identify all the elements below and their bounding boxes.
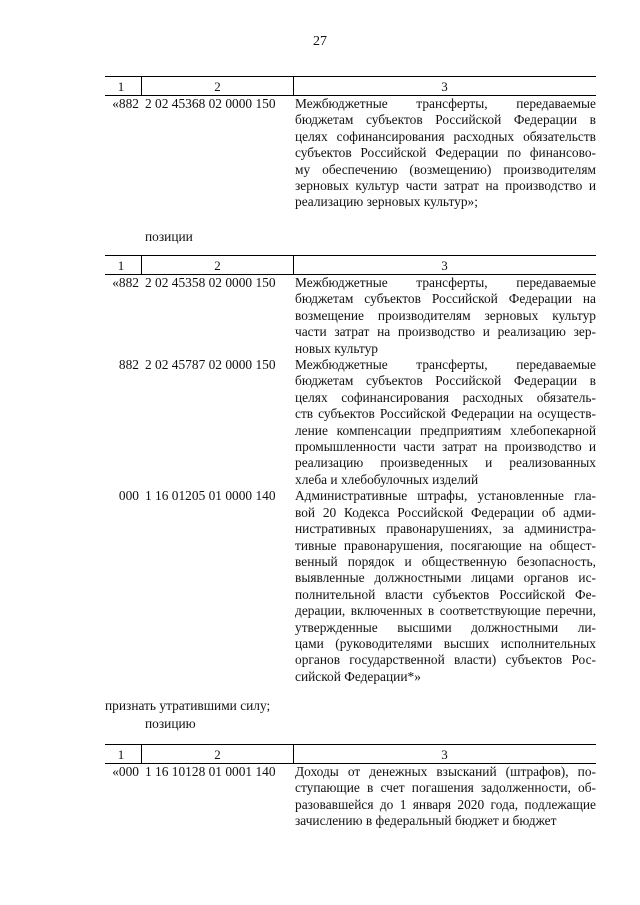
- description-line: Доходы от денежных взысканий (штрафов), по-: [295, 764, 596, 779]
- revenue-code: 2 02 45358 02 0000 150: [145, 275, 276, 290]
- table-row: [105, 96, 596, 211]
- table-3: [105, 744, 596, 830]
- description-line: Административные штрафы, установленные гла-: [295, 488, 596, 504]
- revenue-code: 2 02 45787 02 0000 150: [145, 357, 276, 373]
- table-row: [105, 275, 596, 357]
- description-line: органов государственной власти) субъектов Рос-: [295, 652, 596, 668]
- description-line: выявленные должностными лицами органов ис-: [295, 570, 596, 586]
- description-line: реализацию произведенных и реализованных: [295, 455, 596, 471]
- admin-code: «000: [112, 764, 139, 779]
- description-line: целях софинансирования расходных обязательств: [295, 128, 596, 144]
- description-line: возмещение производителям зерновых культур: [295, 307, 596, 323]
- admin-code: 000: [118, 488, 139, 504]
- header-col-3: 3: [441, 79, 448, 94]
- header-col-2: 2: [214, 747, 221, 762]
- label-position: позицию: [145, 716, 196, 731]
- description: [295, 764, 596, 830]
- description-line: промышленности части затрат на производство и: [295, 439, 596, 455]
- header-col-1: 1: [117, 258, 125, 273]
- header-col-2: 2: [214, 258, 221, 273]
- description-line: бюджетам субъектов Российской Федерации на: [295, 291, 596, 307]
- description-line: му обеспечению (возмещению) производителям: [295, 161, 596, 177]
- description: [295, 275, 596, 357]
- description: [295, 96, 596, 211]
- admin-code: «882: [112, 96, 139, 111]
- description-line: нистративных правонарушениях, за администра-: [295, 521, 596, 537]
- table-row: [105, 488, 596, 685]
- description-line: цами (руководителями высших исполнительных: [295, 635, 596, 651]
- table-row: [105, 357, 596, 488]
- revenue-code: 1 16 01205 01 0000 140: [145, 488, 276, 504]
- table-header: [105, 76, 596, 96]
- label-invalid: признать утратившими силу;: [105, 698, 271, 713]
- header-col-3: 3: [441, 747, 448, 762]
- header-col-1: 1: [117, 747, 125, 762]
- revenue-code: 1 16 10128 01 0001 140: [145, 764, 276, 779]
- description: [295, 488, 596, 685]
- description-line: новых культур: [295, 340, 378, 356]
- description-line: хлеба и хлебобулочных изделий: [295, 471, 479, 487]
- table-2: [105, 255, 596, 685]
- admin-code: 882: [118, 357, 139, 373]
- header-col-3: 3: [441, 258, 448, 273]
- label-positions: позиции: [145, 229, 193, 244]
- description-line: целях софинансирования расходных обязатель-: [295, 389, 596, 405]
- description-line: бюджетам субъектов Российской Федерации в: [295, 112, 596, 128]
- description-line: разовавшейся до 1 января 2020 года, подлежащие: [295, 796, 596, 812]
- description-line: части затрат на производство и реализацию зер-: [295, 324, 596, 340]
- description-line: Межбюджетные трансферты, передаваемые: [295, 275, 596, 290]
- description-line: утвержденные высшими должностными ли-: [295, 619, 596, 635]
- table-1: [105, 76, 596, 211]
- description-line: тивные правонарушения, посягающие на общест-: [295, 537, 596, 553]
- description-line: ств субъектов Российской Федерации на осуществ-: [295, 406, 596, 422]
- description-line: венный порядок и общественную безопасность,: [295, 553, 596, 569]
- description-line: полнительной власти субъектов Российской Фе-: [295, 586, 596, 602]
- description-line: бюджетам субъектов Российской Федерации в: [295, 373, 596, 389]
- description-line: субъектов Российской Федерации по финансово-: [295, 145, 596, 161]
- page-number: 27: [313, 34, 327, 49]
- revenue-code: 2 02 45368 02 0000 150: [145, 96, 276, 111]
- description-line: ление компенсации предприятиям хлебопекарной: [295, 422, 596, 438]
- header-col-2: 2: [214, 79, 221, 94]
- table-row: [105, 764, 596, 830]
- description-line: сийской Федерации*»: [295, 668, 421, 684]
- description-line: реализацию зерновых культур»;: [295, 194, 478, 210]
- admin-code: «882: [112, 275, 139, 290]
- description-line: зачислению в федеральный бюджет и бюджет: [295, 813, 557, 829]
- description: [295, 357, 596, 488]
- table-header: [105, 744, 596, 764]
- table-header: [105, 255, 596, 275]
- description-line: вой 20 Кодекса Российской Федерации об адми-: [295, 504, 596, 520]
- description-line: ступающие в счет погашения задолженности, об-: [295, 780, 596, 796]
- header-col-1: 1: [117, 79, 125, 94]
- description-line: Межбюджетные трансферты, передаваемые: [295, 357, 596, 373]
- description-line: дерации, включенных в соответствующие перечни,: [295, 603, 596, 619]
- description-line: зерновых культур части затрат на производство и: [295, 178, 596, 194]
- description-line: Межбюджетные трансферты, передаваемые: [295, 96, 596, 111]
